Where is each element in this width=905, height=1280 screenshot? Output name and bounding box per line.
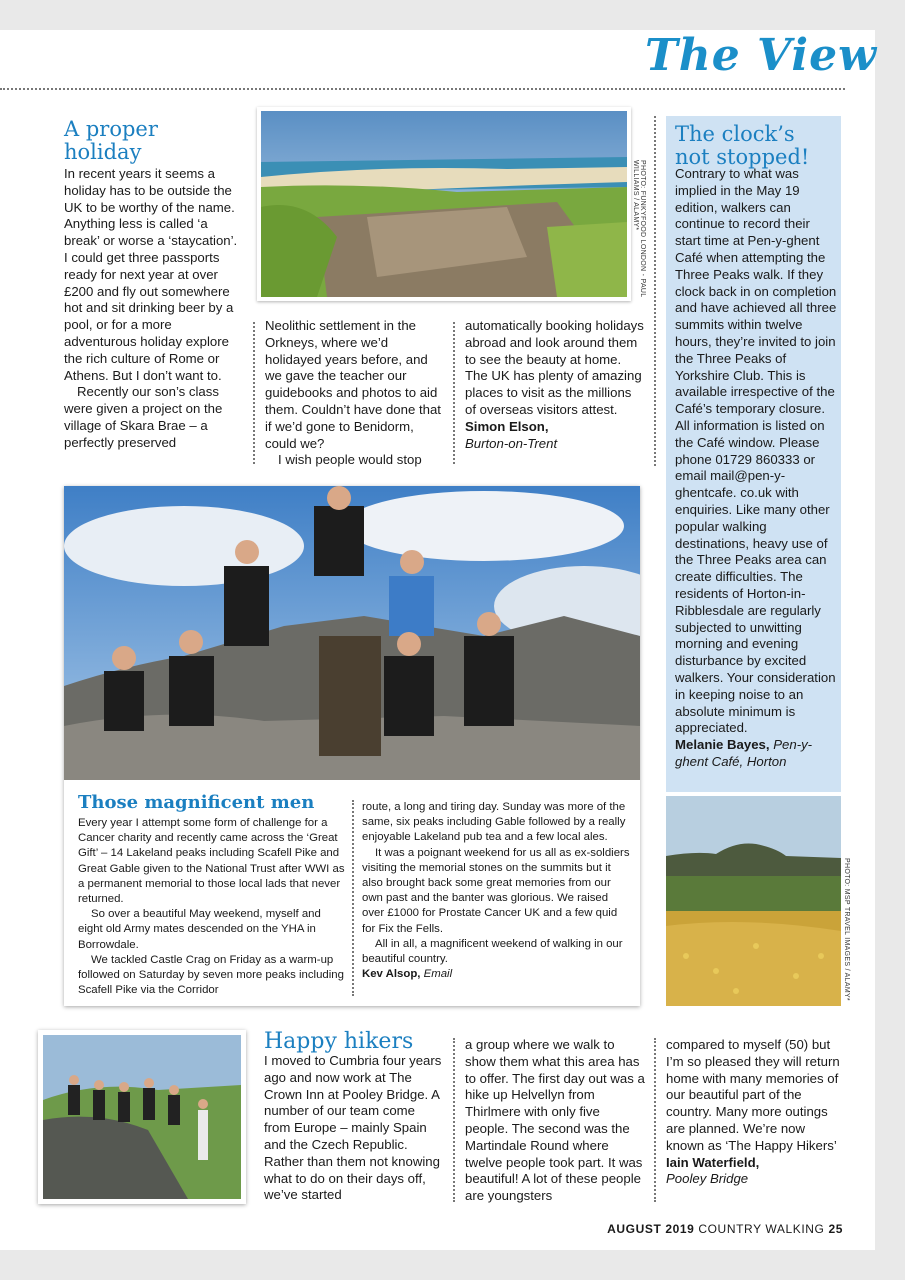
article-holiday-col3 [465, 318, 645, 452]
happy-hikers-image [38, 1030, 246, 1204]
article-headline-men: Those magnificent men [78, 792, 315, 813]
column-divider [453, 1038, 455, 1202]
paragraph: Contrary to what was implied in the May 19 edition, walkers can continue to record their start time at Pen-y-ghent Café when attempting the Three Peaks walk. If they clock back in on completion and have achieved all three summits within twelve hours, they’re invited to join the Three Peaks of Yorkshire Club. This is available irrespective of the Café’s temporary closure. All information is listed on the Café window. Please phone 01729 860333 or email mail@pen-y-ghentcafe. co.uk with enquiries. Like many other popular walking destinations, heavy use of the Three Peaks area can create difficulties. The residents of Horton-in-Ribblesdale are regularly subjected to unwitting morning and evening disturbance by excited walkers. Your consideration in keeping noise to an absolute minimum is appreciated. [675, 166, 837, 736]
paragraph: In recent years it seems a holiday has to be outside the UK to be worthy of the name. Anything less is called ‘a break’ or worse a ‘staycation’. I could get three passports ready for next year at over £200 and fly out somewhere hot and sit drinking beer by a pool, or for a more adventurous holiday explore the rich culture of Rome or Athens. But I don’t want to. [64, 166, 238, 383]
paragraph: So over a beautiful May weekend, myself and eight old Army mates descended on the YHA in Borrowdale. [78, 908, 321, 951]
author-location: Pooley Bridge [666, 1171, 749, 1187]
column-divider [352, 800, 354, 996]
paragraph: a group where we walk to show them what this area has to offer. The first day out was a hike up Helvellyn from Thirlmere with only five people. The second was the Martindale Round where twelve people took part. It was beautiful! A lot of these people are youngsters [465, 1037, 645, 1204]
paragraph: Neolithic settlement in the Orkneys, where we’d holidayed years before, and we gave the teacher our guidebooks and photos to aid them. Couldn’t have done that if we’d gone to Benidorm, could we? [265, 318, 441, 451]
paragraph: Every year I attempt some form of challenge for a Cancer charity and recently came across the ‘Great Gift’ – 14 Lakeland peaks including Scafell Pike and Great Gable given to the National Trust after WWI as a permanent memorial to those local lads that never returned. [78, 817, 345, 906]
author-name: Kev Alsop, [362, 968, 421, 981]
author-location: Email [423, 968, 453, 981]
paragraph: All in all, a magnificent weekend of walking in our beautiful country. [362, 937, 623, 966]
article-headline-hikers: Happy hikers [264, 1029, 414, 1054]
skara-brae-image [257, 107, 631, 301]
article-card-magnificent-men [64, 486, 640, 1006]
article-hikers-col2 [465, 1037, 645, 1205]
happy-hikers-photo [38, 1030, 246, 1204]
paragraph: It was a poignant weekend for us all as ex-soldiers visiting the memorial stones on the summits but it also brought back some great memories from our own past and the banter was glorious. We raised over £1000 for Prostate Cancer UK and a few quid for Fix the Fells. [362, 846, 630, 935]
paragraph: We tackled Castle Crag on Friday as a warm-up followed on Saturday by seven more peaks including Scafell Pike via the Corridor [78, 953, 344, 997]
paragraph: Recently our son’s class were given a project on the village of Skara Brae – a perfectly preserved [64, 384, 223, 450]
paragraph: route, a long and tiring day. Sunday was more of the same, six peaks including Gable followed by a really enjoyable Lakeland pub tea and a few local ales. [362, 801, 626, 844]
paragraph: automatically booking holidays abroad and look around them to see the beauty at home. The UK has plenty of amazing places to visit as the millions of overseas visitors attest. [465, 318, 644, 417]
footer-issue: AUGUST 2019 [607, 1222, 695, 1236]
article-holiday-col2 [265, 318, 445, 469]
pen-y-ghent-image [666, 796, 841, 1006]
article-hikers-col1 [264, 1053, 444, 1204]
sidebar-body [675, 166, 837, 771]
group-summit-photo [64, 486, 640, 780]
author-name: Simon Elson, [465, 418, 549, 434]
author-location: Pen-y-ghent Café, Horton [675, 737, 813, 769]
article-holiday-col1 [64, 166, 244, 452]
paragraph: I wish people would stop [278, 452, 422, 468]
column-divider [453, 322, 455, 464]
photo-credit: PHOTO: FUNKYFOOD LONDON - PAUL WILLIAMS / ALAMY* [632, 160, 646, 298]
article-hikers-col3 [666, 1037, 844, 1188]
column-divider [253, 322, 255, 464]
header-rule [0, 88, 845, 90]
paragraph: compared to myself (50) but I’m so pleased they will return home with many memories of our beautiful part of the country. Many more outings are planned. We’re now known as ‘The Happy Hikers’ [666, 1037, 840, 1153]
author-location: Burton-on-Trent [465, 435, 558, 451]
sidebar-headline: The clock’s not stopped! [675, 122, 810, 169]
article-men-col2 [362, 800, 630, 982]
page-number: 25 [828, 1222, 843, 1236]
article-headline-holiday: A proper holiday [64, 117, 158, 164]
photo-credit: PHOTO: MSP TRAVEL IMAGES / ALAMY* [843, 858, 850, 1001]
article-men-col1 [78, 816, 348, 998]
pen-y-ghent-photo [666, 796, 841, 1006]
page-footer [607, 1222, 843, 1236]
skara-brae-photo [257, 107, 631, 301]
footer-magazine: COUNTRY WALKING [698, 1222, 825, 1236]
column-divider [654, 1038, 656, 1202]
author-name: Iain Waterfield, [666, 1154, 760, 1170]
author-name: Melanie Bayes, [675, 737, 770, 753]
paragraph: I moved to Cumbria four years ago and now work at The Crown Inn at Pooley Bridge. A number of our team come from Europe – mainly Spain and the Czech Republic. Rather than them not knowing what to do on their days off, we’ve started [264, 1053, 442, 1203]
group-summit-image [64, 486, 640, 780]
section-brand: The View [645, 30, 877, 81]
column-divider [654, 116, 656, 466]
